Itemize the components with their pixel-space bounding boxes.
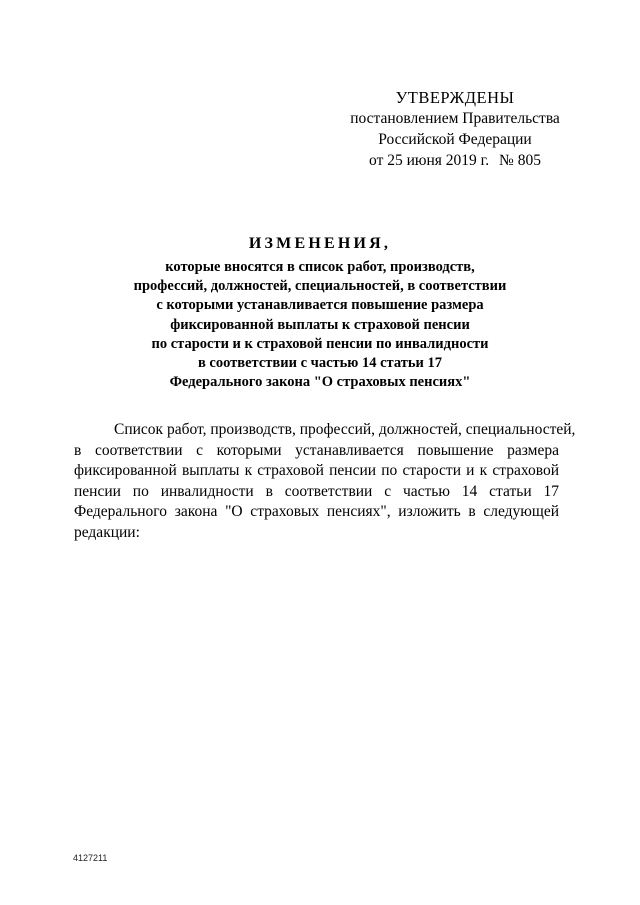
subtitle-line: Федерального закона "О страховых пенсиях" bbox=[169, 374, 471, 391]
body-paragraph bbox=[74, 420, 576, 543]
changes-heading: ИЗМЕНЕНИЯ, bbox=[248, 235, 392, 252]
paragraph-line: в соответствии с которыми устанавливается повышение размера bbox=[74, 441, 559, 459]
approval-line-federation: Российской Федерации bbox=[378, 131, 532, 148]
paragraph-line: пенсии по инвалидности в соответствии с частью 14 статьи 17 bbox=[74, 482, 559, 500]
paragraph-line: Список работ, производств, профессий, должностей, специальностей, bbox=[114, 421, 576, 438]
approval-number-sign: № bbox=[499, 152, 514, 169]
document-code: 4127211 bbox=[73, 853, 108, 863]
approval-title: УТВЕРЖДЕНЫ bbox=[395, 88, 515, 107]
approval-line-government: постановлением Правительства bbox=[350, 110, 560, 127]
subtitle-line: с которыми устанавливается повышение размера bbox=[156, 297, 484, 314]
approval-date: от 25 июня 2019 г. bbox=[369, 152, 490, 169]
subtitle-line: по старости и к страховой пенсии по инвалидности bbox=[151, 335, 489, 352]
approval-number: 805 bbox=[517, 152, 541, 169]
subtitle-line: профессий, должностей, специальностей, в соответствии bbox=[133, 278, 507, 295]
changes-subtitle bbox=[100, 258, 540, 392]
paragraph-line: Федерального закона "О страховых пенсиях", изложить в следующей bbox=[74, 503, 559, 520]
subtitle-line: которые вносятся в список работ, производств, bbox=[165, 259, 475, 275]
subtitle-line: фиксированной выплаты к страховой пенсии bbox=[170, 316, 470, 333]
paragraph-line: редакции: bbox=[74, 523, 140, 541]
approval-block bbox=[330, 87, 580, 171]
approval-date-line bbox=[330, 150, 580, 171]
paragraph-line: фиксированной выплаты к страховой пенсии по старости и к страховой bbox=[74, 462, 559, 479]
subtitle-line: в соответствии с частью 14 статьи 17 bbox=[197, 355, 443, 372]
